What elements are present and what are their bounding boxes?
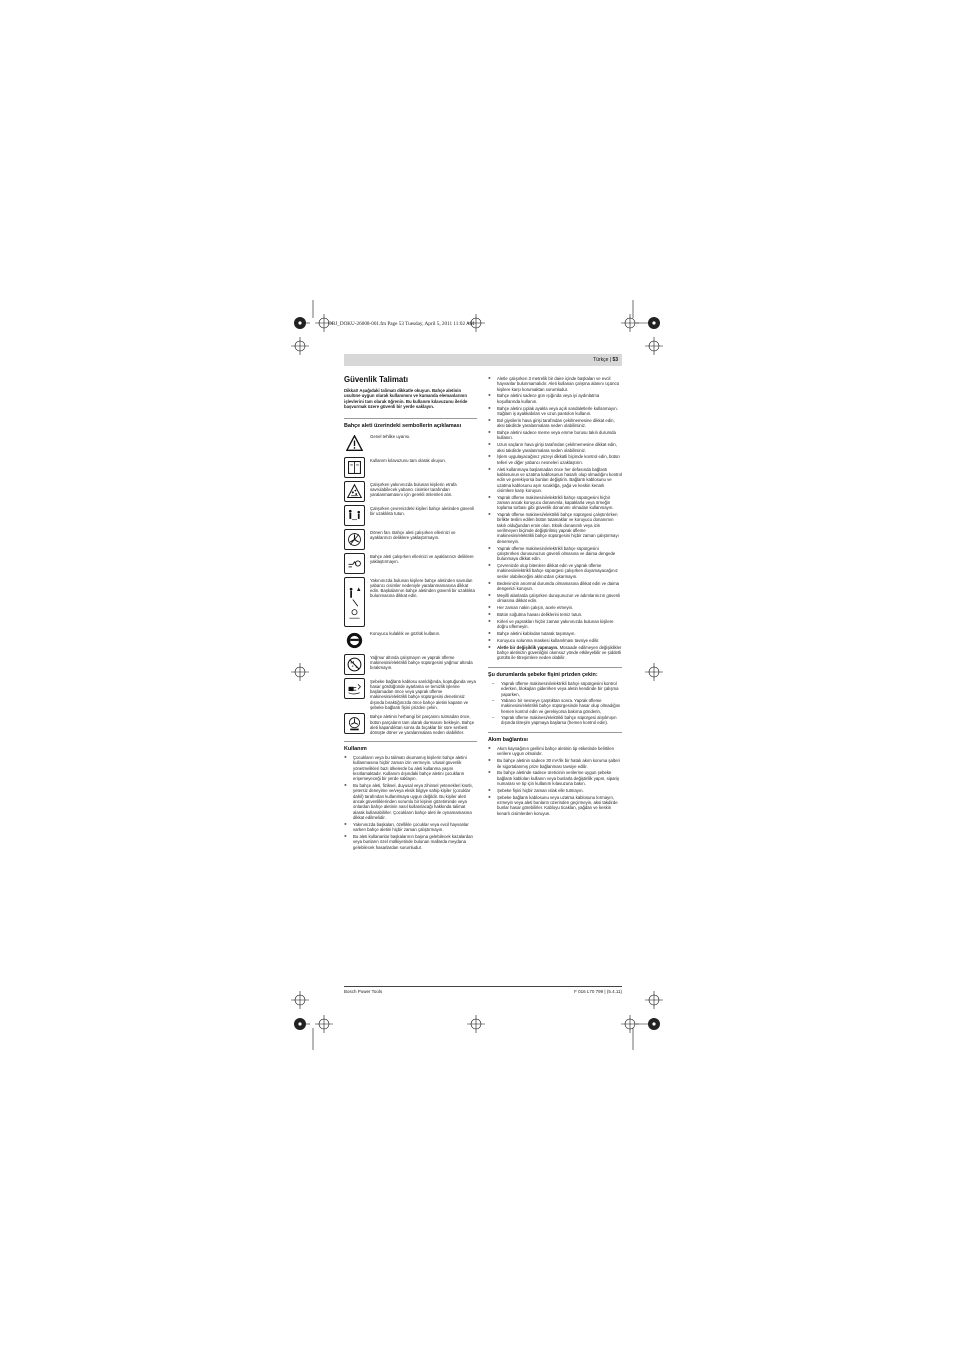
no-rain-icon [344, 654, 365, 675]
unplug-cable-icon [344, 678, 365, 699]
list-item: ► Bedeninizin anormal durumda olmamasına dikkat edin ve daima dengenizi koruyun. [488, 581, 622, 592]
divider [488, 732, 622, 733]
power-list [488, 746, 622, 816]
item-rest: Müsaade edilmeyen değişiklikler bahçe aletinizin güvenliğini olumsuz yönde etkileyebilir ve şiddetli gürültü ile titreşimlere neden olabilir. [497, 644, 622, 661]
list-item: ► Bahçe aletini kablodan tutarak taşımayın. [488, 631, 622, 636]
divider [344, 418, 477, 419]
symbol-text: Çalışırken yakınınızda bulunan kişilerin etrafa savrulabilecek yabancı cisimler tarafından yaralanmamasını için gerekli önlemleri alın. [370, 481, 457, 498]
list-item: – Yabancı bir nesneye çarptıktan sonra. Yaprak üfleme makinesini/elektrikli bahçe süpürgesinde hasar olup olmadığını hemen kontrol edin ve gerekiyorsa bakıma gönderin, [488, 698, 622, 714]
list-item: ► Bahçe aletini sadece gün ışığında veya iyi aydınlatma koşullarında kullanın. [488, 393, 622, 404]
symbol-text: Dönen fan. Bahçe aleti çalışırken ellerinizi ve ayaklarınızı deliklere yaklaştırmayın. [370, 529, 456, 540]
right-column [488, 376, 622, 818]
divider [344, 741, 477, 742]
keep-distance-icon [344, 505, 365, 526]
symbol-text: Koruyucu kulaklık ve gözlük kullanın. [370, 630, 441, 636]
list-item: ► Şebeke fişini hiçbir zaman ıslak elle tutmayın. [488, 788, 622, 793]
symbol-text: Bahçe aletinin herhangi bir parçasını tutmadan önce, bütün parçaların tam olarak durmasını bekleyin. Bahçe aleti kapandıktan sonra da bıçaklar bir süre serbest dönüşte döner ve yaralanmalara neden olabilirler. [370, 714, 475, 736]
list-item: ► Bu bahçe aletinin sadece 30 mA'lik bir hatalı akım koruma şalteri ile sigortalanmış prize bağlanması tavsiye edilir. [488, 758, 622, 769]
list-item: ► Meyilli alanlarda çalışırken duruşunuzun ve adımlarınızın güvenli olmasına dikkat edin. [488, 593, 622, 604]
list-item: ► Bu aleti kullananlar başkalarının başına gelebilecek kazalardan veya bunların özel mülkiyetinde bulunan mallarda meydana gelebilecek hasarlardan sorumludur. [344, 834, 477, 850]
symbol-text: Yağmur altında çalışmayın ve yaprak üfleme makinesini/elektrikli bahçe süpürgesini yağmur altında bırakmayın. [370, 654, 473, 671]
rotor-stop-icon [344, 713, 365, 734]
page-title: Güvenlik Talimatı [344, 375, 408, 384]
page-footer [344, 989, 622, 994]
usage-heading: Kullanım [344, 745, 367, 752]
page-label [593, 357, 618, 363]
ear-eye-protection-icon [344, 630, 365, 651]
list-item: ► Bu bahçe aleti, fiziksel, duyusal veya zihinsel yetenekleri kısıtlı, yetersiz deneyime ve/veya eksik bilgiye sahip kişiler (çocuklar dahil) tarafından kullanılmaya uygun değildir. Bu kişiler aleti ancak güvenliklerinden sorumlu bir kişinin gözetiminde veya onlardan bahçe aletinin nasıl kullanılacağı hakkında talimat alarak kullanabilirler. Çocukların bahçe aleti ile oynamamasına dikkat edilmelidir. [344, 783, 477, 820]
left-column [344, 375, 477, 851]
hand-intake-icon [344, 553, 365, 574]
symbol-row [344, 529, 477, 550]
symbol-row [344, 481, 477, 502]
list-item: ► Her zaman nakin çalışın, acele etmeyin. [488, 605, 622, 610]
bold-lead: Aletle bir değişiklik yapmayın. [497, 644, 559, 650]
symbol-row [344, 553, 477, 574]
symbol-row [344, 654, 477, 675]
warning-triangle-icon [344, 433, 365, 454]
unplug-heading: Şu durumlarda şebeke fişini prizden çekin: [488, 671, 598, 678]
list-item: ► İşlem uygulayacağınız yüzeyi dikkatli biçimde kontrol edin, bütün telleri ve diğer yabancı nesneleri uzaklaştırın. [488, 454, 622, 465]
page-number: 53 [612, 357, 618, 363]
symbol-row [344, 457, 477, 478]
rotating-fan-icon [344, 529, 365, 550]
symbol-row [344, 630, 477, 651]
list-item: ► Aleti kullanmaya başlamadan önce her defasında bağlantı kablosunun ve uzatma kablosunun hasarlı olup olmadığını kontrol edin ve gerekiyorsa bunları değiştirin. Bağlantı kablosunu ve uzatma kablosunu aşırı sıcaklığa, yağa ve keskin kenarlı cisimlere karşı koruyun. [488, 467, 622, 493]
symbol-row [344, 505, 477, 526]
symbol-row [344, 713, 477, 735]
list-item: ► Bu bahçe aletinde sadece üreticinin verilerine uygun şebeke bağlantı kabloları kullanın veya bunlarla değiştirilik yapın, sipariş numarası ve tip için kullanım kılavuzuna bakın. [488, 770, 622, 786]
symbols-heading: Bahçe aleti üzerindeki sembollerin açıklaması [344, 423, 462, 430]
page-language: Türkçe | [593, 357, 613, 363]
list-item: ► Koruyucu solunma maskesi kullanılması tavsiye edilir. [488, 638, 622, 643]
unplug-list [488, 681, 622, 726]
symbol-text: Yakınınızda bulunan kişilere bahçe aletinden savrulan yabancı cisimler nedeniyle yaralanmamasına dikkat edin. Başkalarının bahçe aletinden güvenli bir uzaklıkta bulunmasına dikkat edin. [370, 577, 475, 599]
list-item: ► Yaprak üfleme makinesini/elektrikli bahçe süpürgesini çalıştırırken durusunuzun güvenli olmasına ve daima dengede bulunmaya dikkat edin. [488, 546, 622, 562]
list-item: ► Çocukların veya bu talimatı okumamış kişilerin bahçe aletini kullanmasına hiçbir zaman izin vermeyin. Ulusal güvenlik yönetmelikleri bazı ülkelerde bu aleti kullanma yaşını kısıtlamaktadır. Kullanım dışındaki bahçe aletini çocukların erişemeyeceği bir yerde saklayın. [344, 755, 477, 781]
list-item: ► Çevrenizde olup bitenlere dikkat edin ve yaprak üfleme makinesi/elektrikli bahçe süpürgesi çalışırken duyamayacağınız sesler olabileceğini aklınızdan çıkarmayın. [488, 563, 622, 579]
manual-book-icon [344, 457, 365, 478]
symbol-row [344, 678, 477, 711]
bystander-distance-icon [344, 577, 365, 627]
file-header: OBJ_DOKU-26008-001.fm Page 53 Tuesday, April 5, 2011 11:02 AM [328, 321, 475, 327]
footer-rule [344, 986, 622, 987]
list-item: ► Bütün soğutma havası deliklerini temiz tutun. [488, 612, 622, 617]
intro-warning: Dikkat! Aşağıdaki talimatı dikkatle okuyun. Bahçe aletinin usulüne uygun olarak kullanımını ve kumanda elemanlarının işlevlerini tam olarak öğrenin. Bu kullanım kılavuzunu ileride başvurmak üzere güvenli bir yerde saklayın. [344, 388, 468, 409]
footer-code: F 016 L70 799 | (5.4.11) [574, 989, 622, 994]
list-item: – Yaprak üfleme makinesini/elektrikli bahçe süpürgesini kontrol ederken, blokajları giderirken veya aletin kendinde bir çalışma yaparken, [488, 681, 622, 697]
symbol-text: Çalışırken çevrenizdeki kişileri bahçe aletinden güvenli bir uzaklıkta tutun. [370, 505, 474, 516]
list-item: ► Yaprak üfleme makinesi/elektrikli bahçe süpürgesi çalıştırılırken birlikte teslim edilen bütün tutamaklar ve koruyucu donanımın takılı olduğundan emin olun. Eksik donanımlı veya izin verilmeyen biçimde değiştirilmiş yaprak üfleme makinesini/elektrikli bahçe süpürgesini hiçbir zaman çalıştırmayı denemeyin. [488, 512, 622, 544]
usage-list [344, 755, 477, 850]
divider [488, 667, 622, 668]
symbol-text: Şebeke bağlantı kablosu sarıldığında, koptuğunda veya hasar gördüğünde ayarlama ve temizlik işlerine başlamadan önce veya yaprak üfleme makinesini/elektrikli bahçe süpürgesini denetimsiz dışında bıraktığınızda önce bahçe aletini kapatın ve şebeke bağlantı fişini prizden çekin. [370, 678, 476, 711]
list-item: ► Bahçe aletini çıplak ayakla veya açık sandaletlerle kullanmayın. Sağlam iş ayakkabıları ve uzun pantolon kullanın. [488, 406, 622, 417]
list-item: ► Şebeke bağlantı kablosunu veya uzatma kablosunu kırmayın, ezmeyin veya aleti bunların üzerinden geçirmeyin, aksi takdirde bunlar hasar görebilirler. Kabloyu ticaklan, yağdan ve keskin kenarlı cisimlerden koruyun. [488, 795, 622, 816]
footer-brand: Bosch Power Tools [344, 989, 383, 994]
list-item: ► Yaprak üfleme makinesini/elektrikli bahçe süpürgesini hiçbir zaman ancak koruyucu donanımla, kapaklarla veya örneğin toplama torbası gibi güvenlik donanımı olmadan kullanmayın. [488, 495, 622, 511]
symbol-text: Kullanım kılavuzunu tam olarak okuyun. [370, 457, 446, 463]
list-item: ► Aletle çalışırken 3 metrelik bir daire içinde başkaları ve evcil hayvanlar bulunmamalıdır. Aleti kullanan çalışma alanını üçüncü kişilere karşı korumaktan sorumludur. [488, 376, 622, 392]
symbol-text: Genel tehlike uyarısı. [370, 433, 411, 439]
list-item: ► Bahçe aletini sadece meme veya emme borusu takılı durumda kullanın. [488, 430, 622, 441]
symbol-row [344, 433, 477, 454]
safety-list [488, 376, 622, 661]
flying-debris-icon [344, 481, 365, 502]
symbol-text: Bahçe aleti çalışırken ellerinizi ve ayaklarınızı deliklere yaklaştırmayın. [370, 553, 474, 564]
list-item: ► Kirleri ve yaprakları hiçbir zaman yakınınızda bulunan kişilere doğru üflemeyin. [488, 619, 622, 630]
list-item: ► Bol giysilerin hava girişi tarafından çekilmemesine dikkat edin, aksi takdirde yaralanmalara neden olabilirsiniz. [488, 418, 622, 429]
symbol-row [344, 577, 477, 627]
power-heading: Akım bağlantısı [488, 736, 528, 743]
list-item: ► Uzun saçların hava girişi tarafından çekilmemesine dikkat edin, aksi takdirde yaralanmalara neden olabilirsiniz. [488, 442, 622, 453]
page-header-bar [344, 354, 622, 366]
list-item [488, 645, 622, 661]
list-item: – Yaprak üfleme makinesi/elektrikli bahçe süpürgesi alışılmışın dışında titreşim yapmaya başlarsa (hemen kontrol edin). [488, 715, 622, 726]
list-item: ► Yakınınızda başkaları, özellikle çocuklar veya evcil hayvanlar varken bahçe aletini hiçbir zaman çalıştırmayın. [344, 822, 477, 833]
list-item: ► Akım kaynağının gerilimi bahçe aletinin tip etiketinde belirtilen verilere uygun olmalıdır. [488, 746, 622, 757]
